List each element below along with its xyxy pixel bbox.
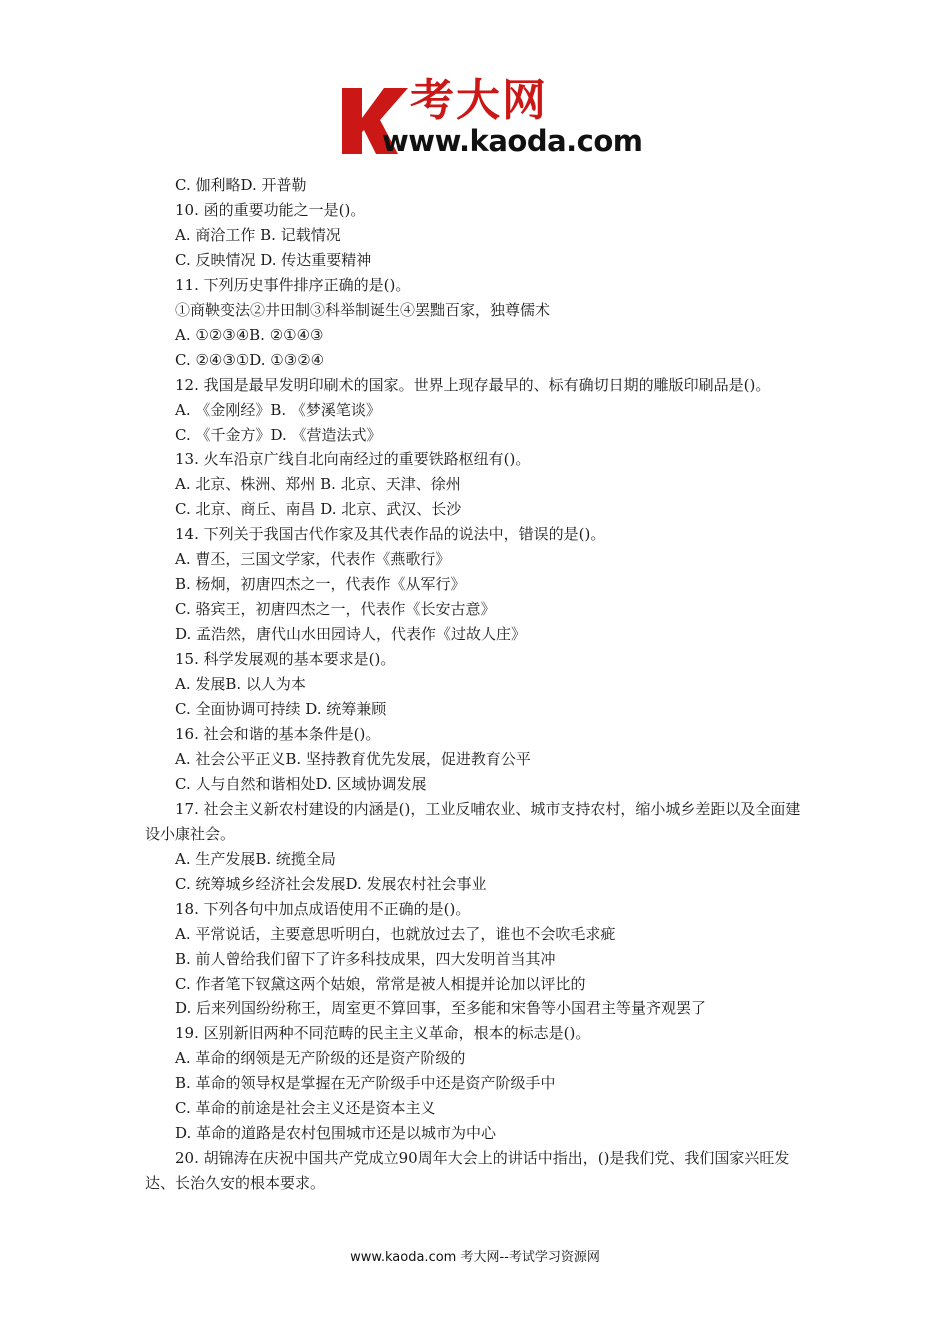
text-line: A. 平常说话，主要意思听明白，也就放过去了，谁也不会吹毛求疵 xyxy=(175,924,616,943)
text-line: A. 《金刚经》B. 《梦溪笔谈》 xyxy=(175,400,381,419)
text-line: B. 革命的领导权是掌握在无产阶级手中还是资产阶级手中 xyxy=(175,1074,556,1093)
text-line: C. 全面协调可持续 D. 统筹兼顾 xyxy=(175,700,387,719)
document-body xyxy=(145,173,815,1196)
text-line: 17. 社会主义新农村建设的内涵是()，工业反哺农业、城市支持农村，缩小城乡差距以及全面建设小康社会。 xyxy=(145,799,801,843)
page-footer: www.kaoda.com 考大网--考试学习资源网 xyxy=(350,1250,600,1265)
logo-title: 考大网 xyxy=(410,75,548,126)
text-line: B. 杨炯，初唐四杰之一，代表作《从军行》 xyxy=(175,575,466,594)
text-line: 12. 我国是最早发明印刷术的国家。世界上现存最早的、标有确切日期的雕版印刷品是()。 xyxy=(175,375,771,394)
text-line: 10. 函的重要功能之一是()。 xyxy=(175,200,366,219)
text-line: D. 后来列国纷纷称王，周室更不算回事，至多能和宋鲁等小国君主等量齐观罢了 xyxy=(175,999,707,1018)
text-line: 14. 下列关于我国古代作家及其代表作品的说法中，错误的是()。 xyxy=(175,525,606,544)
kaoda-logo xyxy=(338,74,658,160)
text-line: C. 人与自然和谐相处D. 区域协调发展 xyxy=(175,774,427,793)
text-line: A. 商洽工作 B. 记载情况 xyxy=(175,225,341,244)
text-line: C. 统筹城乡经济社会发展D. 发展农村社会事业 xyxy=(175,874,487,893)
text-line: 11. 下列历史事件排序正确的是()。 xyxy=(175,275,411,294)
text-line: B. 前人曾给我们留下了许多科技成果，四大发明首当其冲 xyxy=(175,949,556,968)
text-line: A. ①②③④B. ②①④③ xyxy=(175,325,324,344)
text-line: 15. 科学发展观的基本要求是()。 xyxy=(175,650,396,669)
logo-url: www.kaoda.com xyxy=(382,124,643,158)
text-line: ①商鞅变法②井田制③科举制诞生④罢黜百家，独尊儒术 xyxy=(175,300,551,319)
text-line: 20. 胡锦涛在庆祝中国共产党成立90周年大会上的讲话中指出，()是我们党、我们国家兴旺发达、长治久安的根本要求。 xyxy=(145,1149,790,1193)
text-line: C. 伽利略D. 开普勒 xyxy=(175,176,307,194)
text-line: 16. 社会和谐的基本条件是()。 xyxy=(175,724,381,743)
text-line: 19. 区别新旧两种不同范畴的民主主义革命，根本的标志是()。 xyxy=(175,1024,591,1043)
text-line: C. 骆宾王，初唐四杰之一，代表作《长安古意》 xyxy=(175,600,496,619)
text-line: D. 孟浩然，唐代山水田园诗人，代表作《过故人庄》 xyxy=(175,625,527,644)
text-line: A. 北京、株洲、郑州 B. 北京、天津、徐州 xyxy=(175,475,461,494)
text-line: C. 作者笔下钗黛这两个姑娘，常常是被人相提并论加以评比的 xyxy=(175,974,586,993)
text-line: D. 革命的道路是农村包围城市还是以城市为中心 xyxy=(175,1124,497,1143)
text-line: A. 曹丕，三国文学家，代表作《燕歌行》 xyxy=(175,550,451,569)
text-line: A. 发展B. 以人为本 xyxy=(175,675,306,694)
text-line: A. 社会公平正义B. 坚持教育优先发展，促进教育公平 xyxy=(175,749,531,768)
text-line: C. 《千金方》D. 《营造法式》 xyxy=(175,425,382,444)
text-line: 13. 火车沿京广线自北向南经过的重要铁路枢纽有()。 xyxy=(175,450,531,469)
text-line: 18. 下列各句中加点成语使用不正确的是()。 xyxy=(175,899,471,918)
text-line: C. ②④③①D. ①③②④ xyxy=(175,350,325,369)
text-line: C. 北京、商丘、南昌 D. 北京、武汉、长沙 xyxy=(175,500,462,519)
text-line: A. 革命的纲领是无产阶级的还是资产阶级的 xyxy=(175,1049,466,1068)
text-line: C. 革命的前途是社会主义还是资本主义 xyxy=(175,1099,436,1118)
text-line: A. 生产发展B. 统揽全局 xyxy=(175,849,336,868)
text-line: C. 反映情况 D. 传达重要精神 xyxy=(175,250,372,269)
